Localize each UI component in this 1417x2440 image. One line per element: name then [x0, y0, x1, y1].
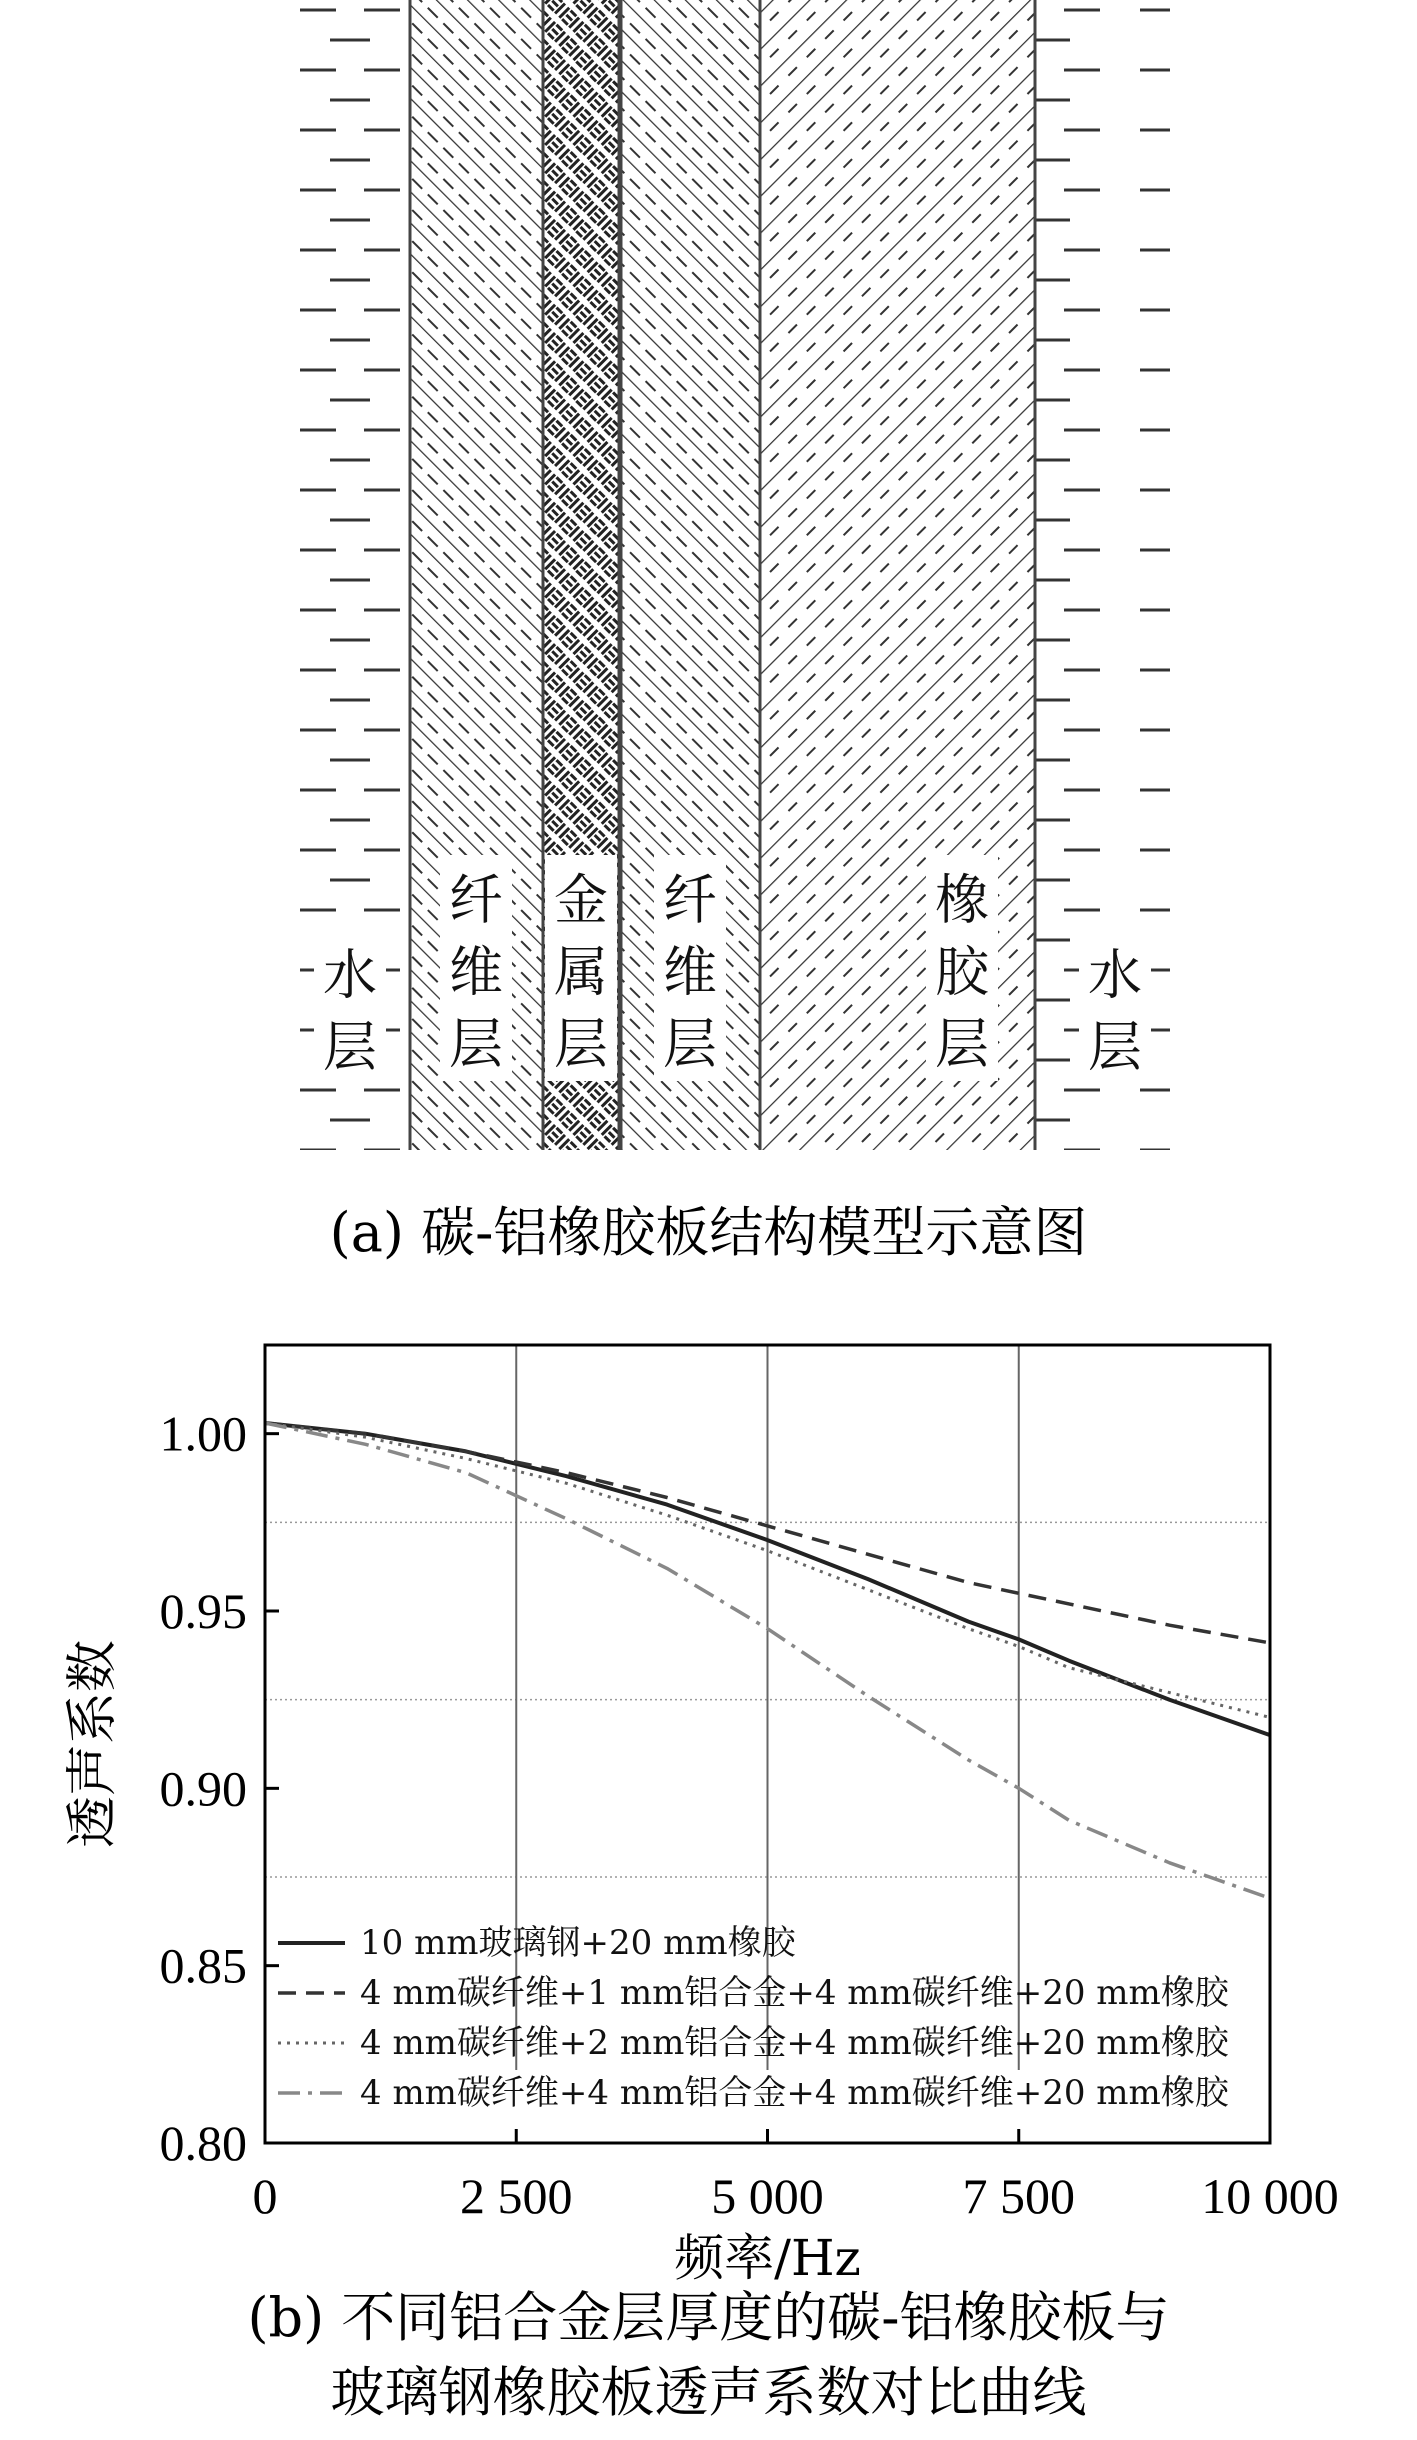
x-tick-label: 5 000 [711, 2168, 824, 2224]
y-tick-label: 1.00 [159, 1405, 247, 1462]
caption-b-line2: 玻璃钢橡胶板透声系数对比曲线 [330, 2361, 1087, 2424]
legend-label-3: 4 mm碳纤维+2 mm铝合金+4 mm碳纤维+20 mm橡胶 [360, 2023, 1229, 2063]
x-tick-label: 2 500 [460, 2168, 573, 2224]
layer-label-char: 属 [554, 940, 608, 1004]
layer-label-char: 层 [1088, 1015, 1142, 1079]
y-tick-label: 0.85 [159, 1937, 247, 1994]
layer-label-char: 纤 [663, 868, 717, 932]
layer-label-char: 水 [1088, 943, 1142, 1007]
structure-diagram [275, 0, 1170, 1150]
caption-a: (a) 碳-铝橡胶板结构模型示意图 [329, 1201, 1088, 1264]
x-tick-label: 10 000 [1201, 2168, 1339, 2224]
layer-label-char: 金 [554, 868, 608, 932]
x-tick-label: 7 500 [962, 2168, 1075, 2224]
legend-label-4: 4 mm碳纤维+4 mm铝合金+4 mm碳纤维+20 mm橡胶 [360, 2073, 1229, 2113]
x-axis-label: 频率/Hz [674, 2229, 861, 2287]
caption-b-line1: (b) 不同铝合金层厚度的碳-铝橡胶板与 [247, 2286, 1170, 2349]
transmission-chart [63, 1345, 1339, 2287]
layer-label-char: 维 [663, 940, 717, 1004]
x-tick-label: 0 [252, 2168, 278, 2224]
y-tick-label: 0.80 [159, 2115, 247, 2171]
layer-label-char: 层 [663, 1012, 717, 1076]
layer-label-char: 纤 [449, 868, 503, 932]
layer-label-char: 层 [935, 1012, 989, 1076]
legend [278, 1923, 1230, 2113]
legend-label-1: 10 mm玻璃钢+20 mm橡胶 [360, 1923, 796, 1963]
y-axis-label: 透声系数 [63, 1639, 123, 1849]
legend-label-2: 4 mm碳纤维+1 mm铝合金+4 mm碳纤维+20 mm橡胶 [360, 1973, 1229, 2013]
y-tick-label: 0.95 [159, 1583, 247, 1639]
layer-label-char: 胶 [935, 940, 989, 1004]
layer-label-char: 层 [554, 1012, 608, 1076]
layer-label-char: 层 [449, 1012, 503, 1076]
layer-label-char: 橡 [935, 868, 989, 932]
layer-label-char: 层 [323, 1015, 377, 1079]
layer-label-char: 水 [323, 943, 377, 1007]
y-tick-label: 0.90 [159, 1760, 247, 1817]
layer-label-char: 维 [449, 940, 503, 1004]
